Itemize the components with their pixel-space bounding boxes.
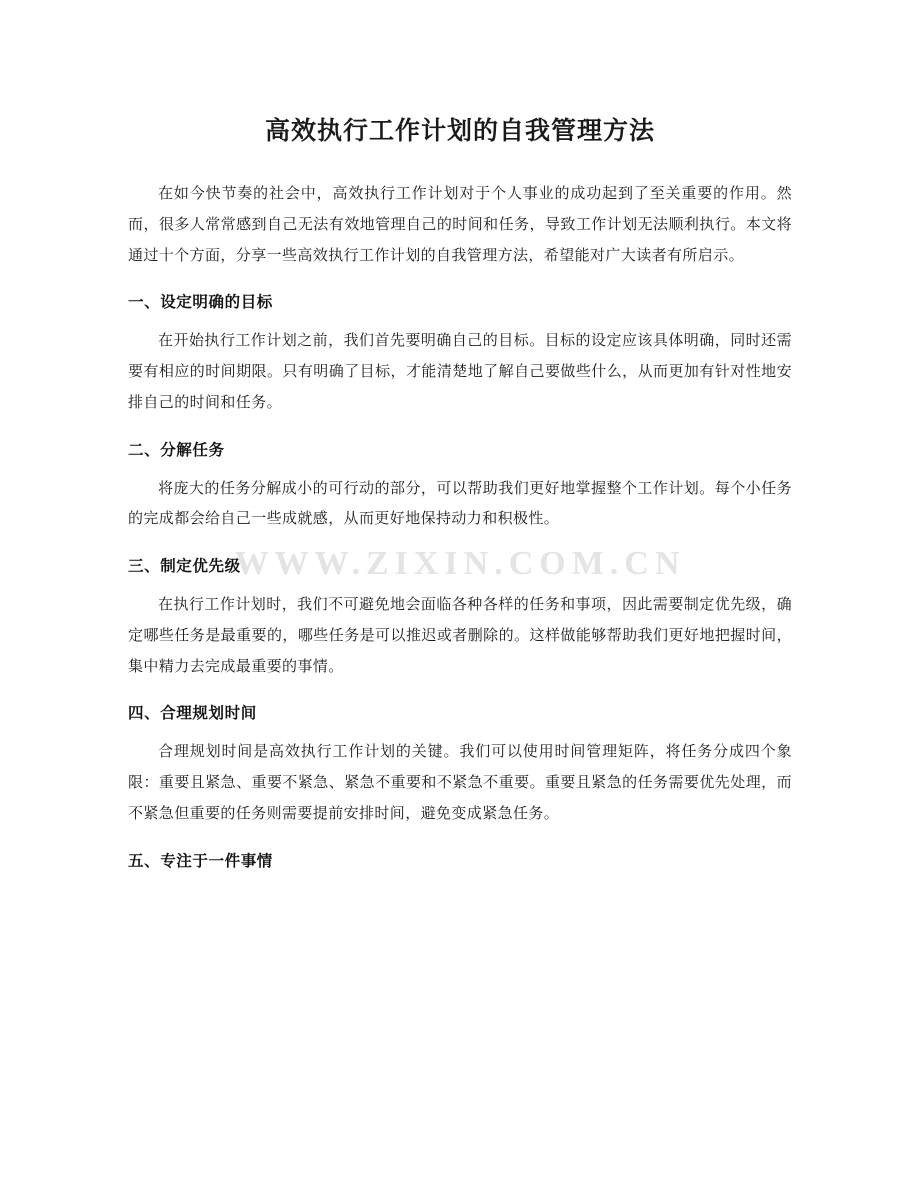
section-body-2: 将庞大的任务分解成小的可行动的部分，可以帮助我们更好地掌握整个工作计划。每个小任务的完成都会给自己一些成就感，从而更好地保持动力和积极性。 xyxy=(128,479,792,528)
section-heading-2: 二、分解任务 xyxy=(128,441,225,459)
section-body-3: 在执行工作计划时，我们不可避免地会面临各种各样的任务和事项，因此需要制定优先级，确定哪些任务是最重要的，哪些任务是可以推迟或者删除的。这样做能够帮助我们更好地把握时间，集中精力去完成最重要的事情。 xyxy=(128,596,792,675)
section-heading-1: 一、设定明确的目标 xyxy=(128,294,273,312)
section-heading-3: 三、制定优先级 xyxy=(128,558,241,575)
page-title: 高效执行工作计划的自我管理方法 xyxy=(264,117,655,145)
section-heading-4: 四、合理规划时间 xyxy=(128,705,257,723)
document-content xyxy=(128,114,792,877)
watermark: WWW.ZIXIN.COM.CN xyxy=(234,545,686,582)
intro-paragraph: 在如今快节奏的社会中，高效执行工作计划对于个人事业的成功起到了至关重要的作用。然而，很多人常常感到自己无法有效地管理自己的时间和任务，导致工作计划无法顺利执行。本文将通过十个方面，分享一些高效执行工作计划的自我管理方法，希望能对广大读者有所启示。 xyxy=(128,185,792,264)
section-body-4: 合理规划时间是高效执行工作计划的关键。我们可以使用时间管理矩阵，将任务分成四个象限：重要且紧急、重要不紧急、紧急不重要和不紧急不重要。重要且紧急的任务需要优先处理，而不紧急但重要的任务则需要提前安排时间，避免变成紧急任务。 xyxy=(128,743,792,822)
section-heading-5: 五、专注于一件事情 xyxy=(128,852,273,870)
section-body-1: 在开始执行工作计划之前，我们首先要明确自己的目标。目标的设定应该具体明确，同时还需要有相应的时间期限。只有明确了目标，才能清楚地了解自己要做些什么，从而更加有针对性地安排自己的时间和任务。 xyxy=(128,332,792,411)
